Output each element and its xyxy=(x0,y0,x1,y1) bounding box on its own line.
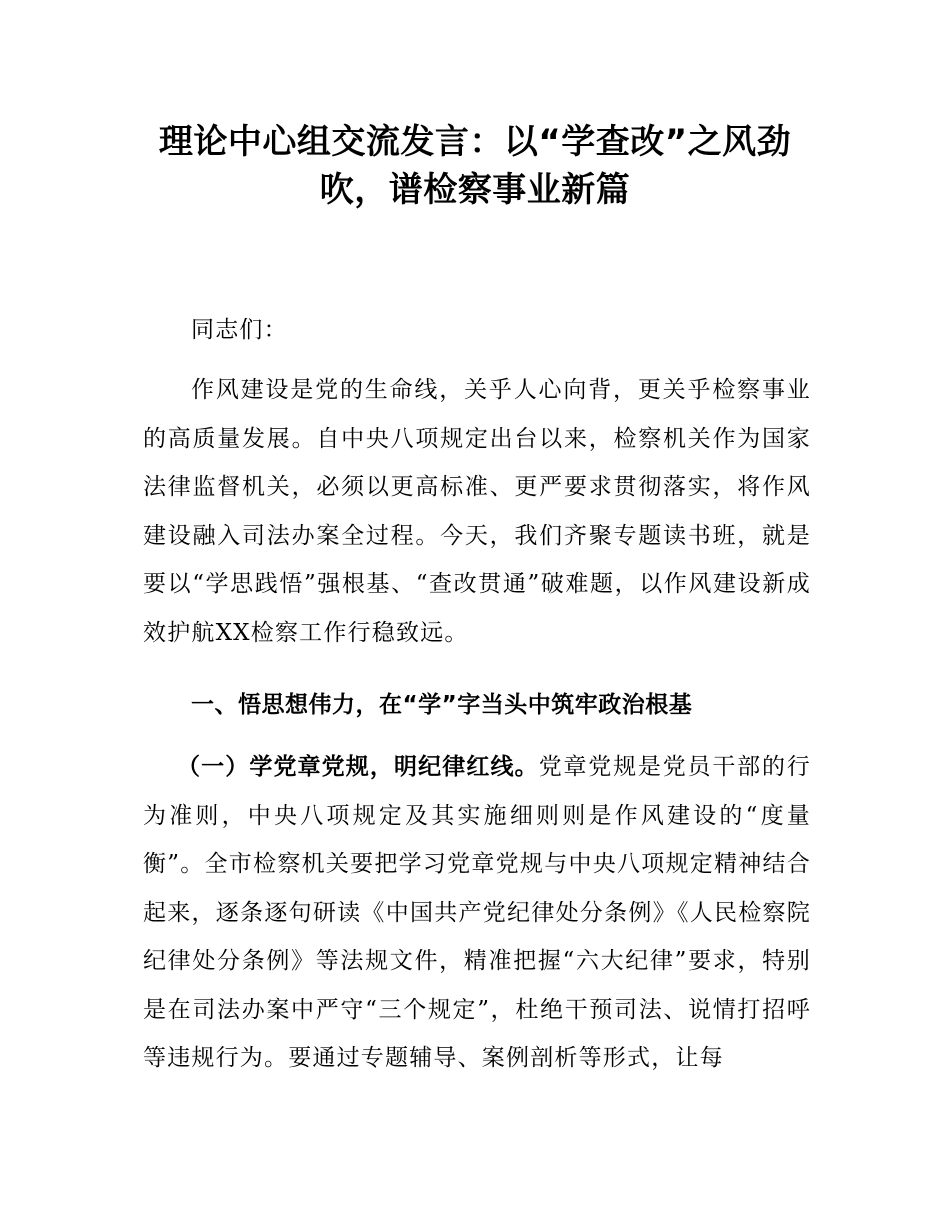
section-heading-1: 一、悟思想伟力，在“学”字当头中筑牢政治根基 xyxy=(191,692,693,718)
paragraph-intro: 作风建设是党的生命线，关乎人心向背，更关乎检察事业的高质量发展。自中央八项规定出台以来，检察机关作为国家法律监督机关，必须以更高标准、更严要求贯彻落实，将作风建设融入司法办案全过程。今天，我们齐聚专题读书班，就是要以“学思践悟”强根基、“查改贯通”破难题，以作风建设新成效护航XX检察工作行稳致远。 xyxy=(143,377,811,646)
paragraph-1-1 xyxy=(143,743,811,1083)
document-title: 理论中心组交流发言：以“学查改”之风劲吹，谱检察事业新篇 xyxy=(158,122,792,210)
paragraph-body: 党章党规是党员干部的行为准则，中央八项规定及其实施细则则是作风建设的“度量衡”。全市检察机关要把学习党章党规与中央八项规定精神结合起来，逐条逐句研读《中国共产党纪律处分条例》《人民检察院纪律处分条例》等法规文件，精准把握“六大纪律”要求，特别是在司法办案中严守“三个规定”，杜绝干预司法、说情打招呼等违规行为。要通过专题辅导、案例剖析等形式，让每 xyxy=(143,754,812,1071)
greeting: 同志们： xyxy=(191,317,288,343)
paragraph-lead: （一）学党章党规，明纪律红线。 xyxy=(177,754,539,780)
